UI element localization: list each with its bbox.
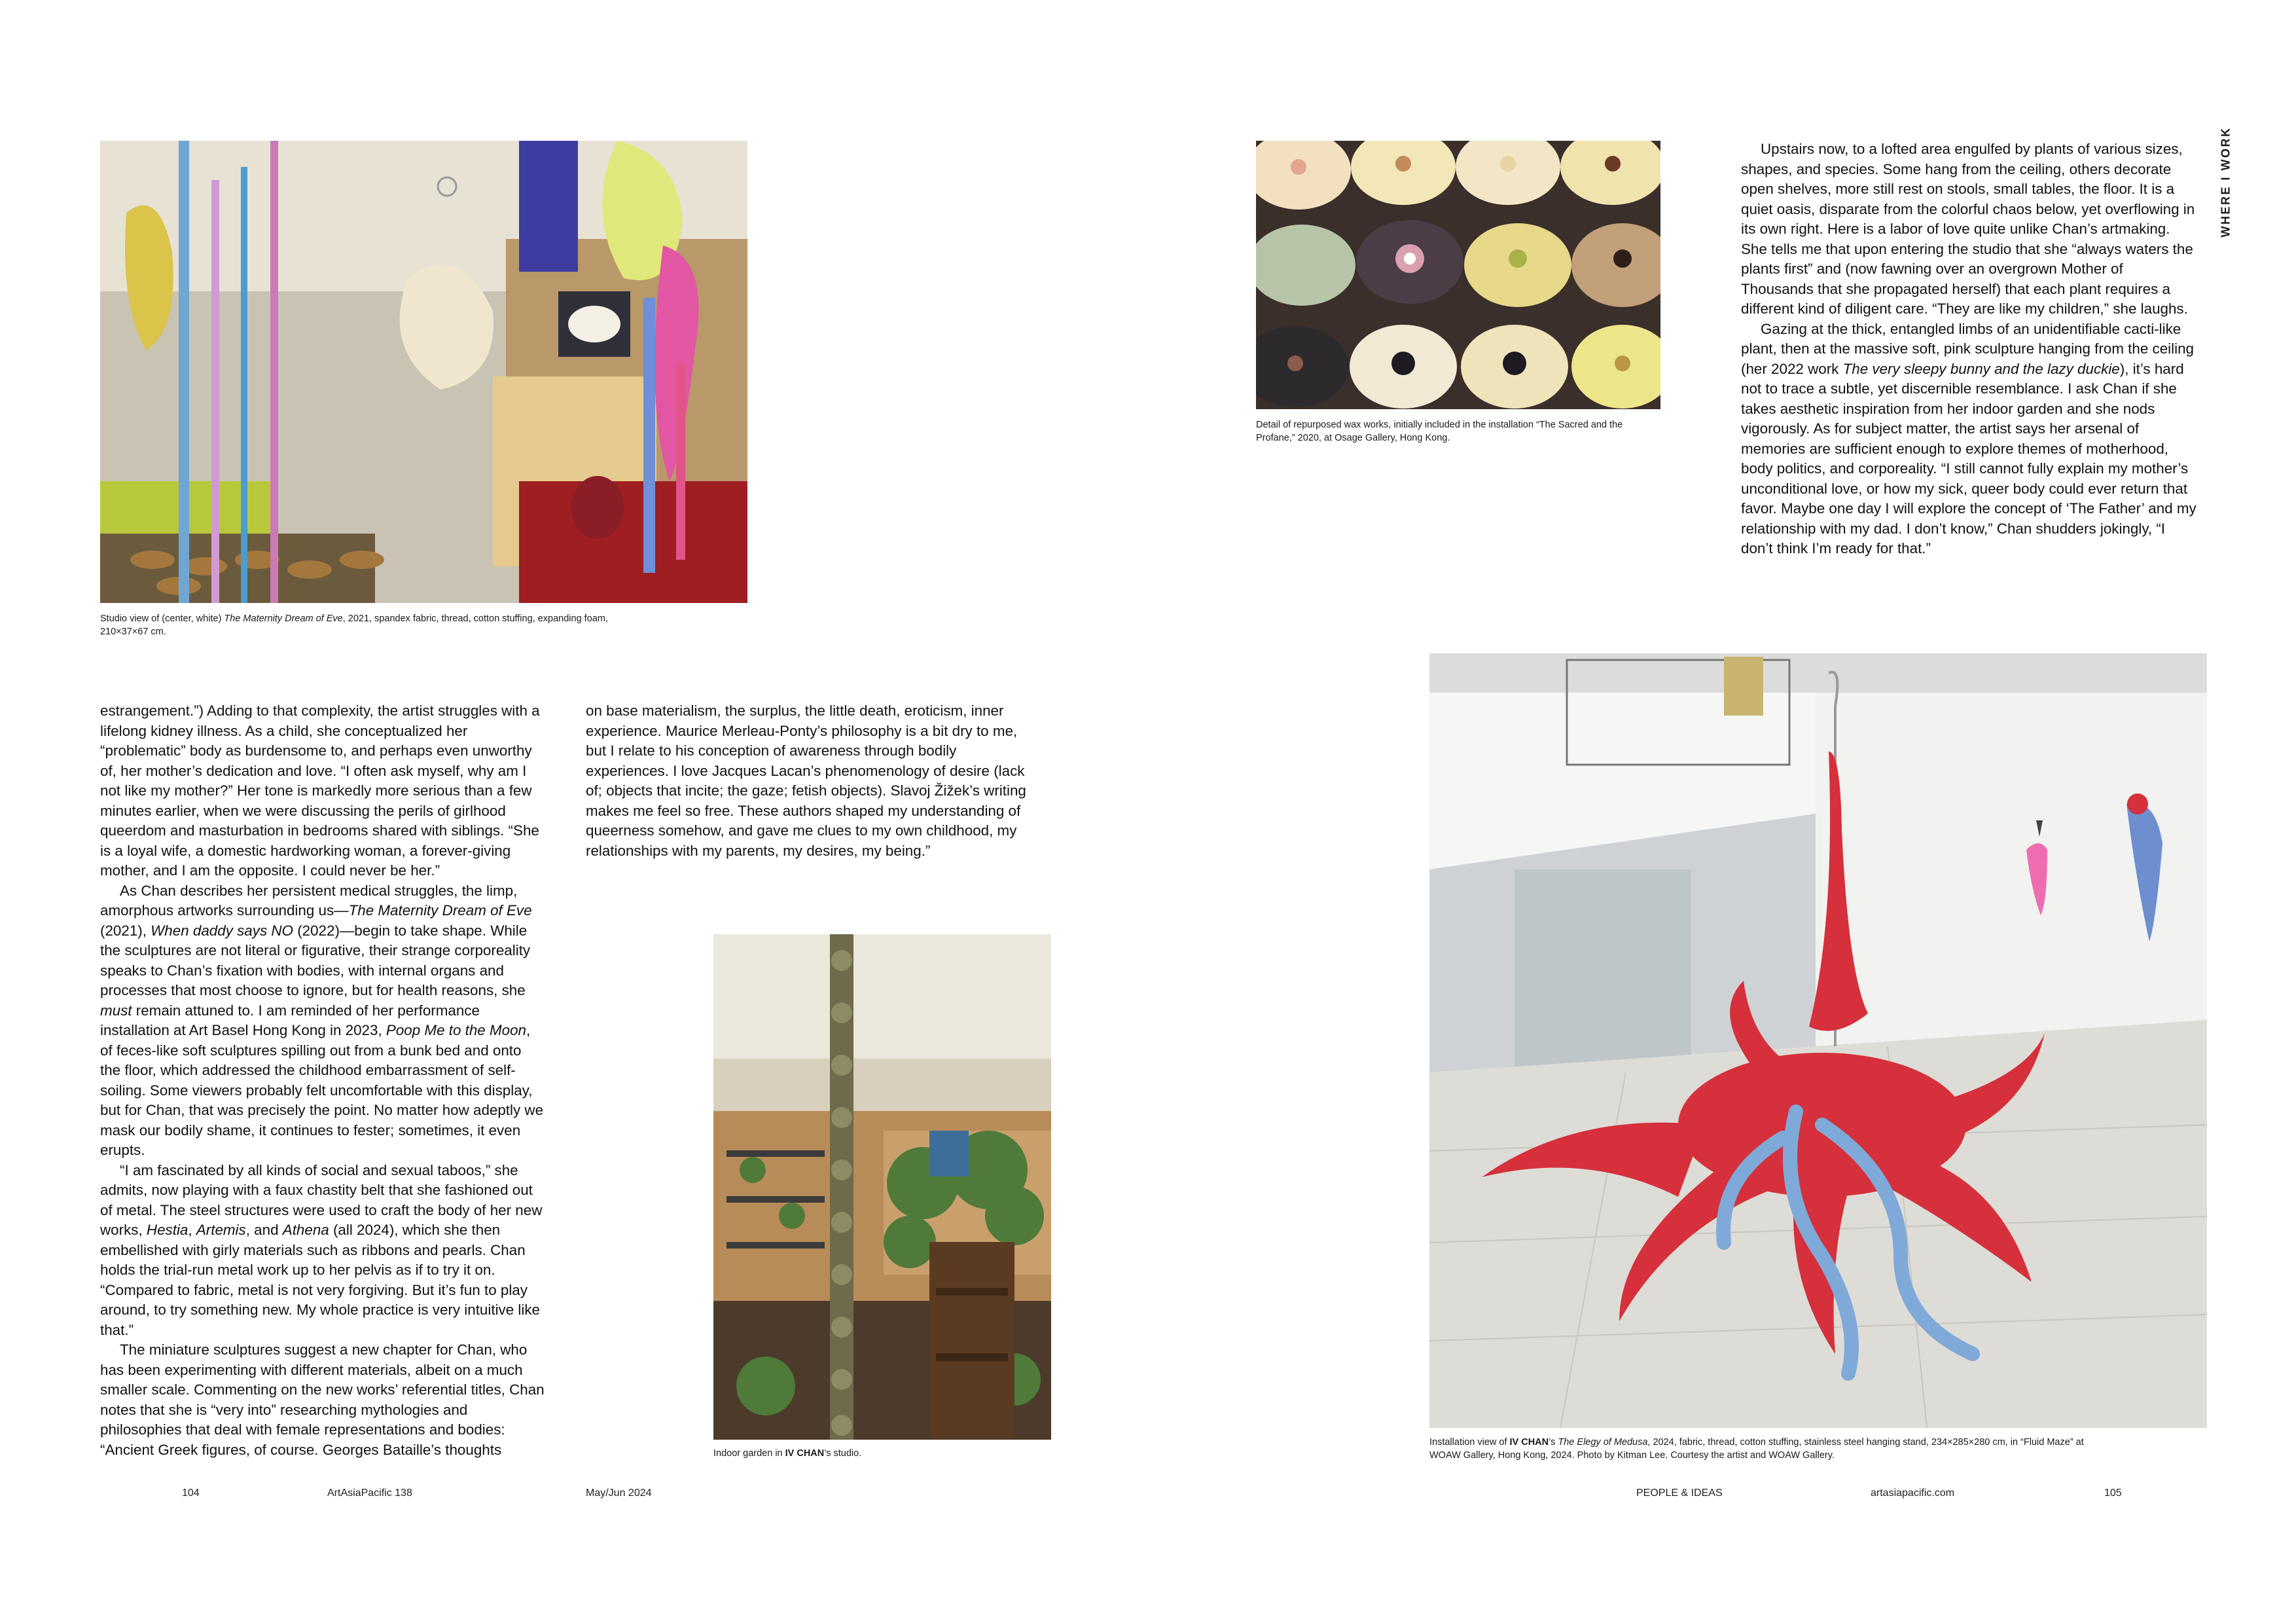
- wax-works-photo: [1256, 141, 1660, 409]
- body-column-2: [586, 701, 1031, 861]
- paragraph: on base materialism, the surplus, the little death, eroticism, inner experience. Maurice Merleau-Ponty’s philosophy is a bit dry to me, but I relate to his conception of awareness through bodily experiences. I love Jacques Lacan’s phenomenology of desire (lack of; objects that incite; the gaze; fetish objects). Slavoj Žižek’s writing makes me feel so free. These authors shaped my understanding of queerness somehow, and gave me clues to my own childhood, my relationships with my parents, my desires, my being.”: [586, 702, 1026, 859]
- studio-photo: [100, 141, 747, 603]
- page-number-right: 105: [2104, 1487, 2122, 1499]
- body-column-3: [1741, 139, 2199, 559]
- paragraph: Upstairs now, to a lofted area engulfed by plants of various sizes, shapes, and species. Some hang from the ceiling, others decorate open shelves, more still rest on stools, small tables, the floor. It is a quiet oasis, disparate from the colorful chaos below, yet overflowing in its own right. Here is a labor of love quite unlike Chan’s artmaking. She tells me that upon entering the studio that she “always waters the plants first” and (now fawning over an overgrown Mother of Thousands that she propagated herself) that each plant requires a different kind of diligent care. “They are like my children,” she laughs.: [1741, 141, 2195, 317]
- studio-photo-caption: Studio view of (center, white) The Maternity Dream of Eve, 2021, spandex fabric, thread, cotton stuffing, expanding foam, 210×37×67 cm.: [100, 613, 608, 637]
- wax-works-caption: Detail of repurposed wax works, initially included in the installation “The Sacred and the Profane,” 2020, at Osage Gallery, Hong Kong.: [1256, 420, 1623, 443]
- paragraph: estrangement.”) Adding to that complexity, the artist struggles with a lifelong kidney illness. As a child, she conceptualized her “problematic” body as burdensome to, and perhaps even unworthy of, her mother’s dedication and love. “I often ask myself, why am I not like my mother?” Her tone is markedly more serious than a few minutes earlier, when we were discussing the perils of girlhood queerdom and masturbation in bedrooms shared with siblings. “She is a loyal wife, a domestic hardworking woman, a forever-giving mother, and I am the opposite. I could never be her.”: [100, 702, 540, 879]
- issue-date: May/Jun 2024: [586, 1487, 652, 1499]
- garden-photo-caption: Indoor garden in IV CHAN’s studio.: [713, 1448, 862, 1459]
- paragraph: Gazing at the thick, entangled limbs of an unidentifiable cacti-like plant, then at the massive soft, pink sculpture hanging from the ceiling (her 2022 work The very sleepy bunny and the lazy duckie), it’s hard not to trace a subtle, yet discernible resemblance. I ask Chan if she takes aesthetic inspiration from her indoor garden and she nods vigorously. As for subject matter, the artist says her arsenal of memories are sufficient enough to explore themes of motherhood, body politics, and corporeality. “I still cannot fully explain my mother’s unconditional love, or how my sick, queer body could ever return that favor. Maybe one day I will explore the concept of ‘The Father’ and my relationship with my dad. I don’t know,” Chan shudders jokingly, “I don’t think I’m ready for that.”: [1741, 320, 2197, 556]
- paragraph: The miniature sculptures suggest a new chapter for Chan, who has been experimenting with different materials, albeit on a much smaller scale. Commenting on the new works’ referential titles, Chan notes that she is “very into” researching mythologies and philosophies that deal with female representations and bodies: “Ancient Greek figures, of course. Georges Bataille’s thoughts: [100, 1341, 545, 1458]
- page-number-left: 104: [182, 1487, 200, 1499]
- website-url: artasiapacific.com: [1871, 1487, 1955, 1499]
- body-column-1: [100, 701, 545, 1460]
- running-head-text: WHERE I WORK: [2219, 126, 2233, 237]
- magazine-issue: ArtAsiaPacific 138: [327, 1487, 412, 1499]
- garden-photo: [713, 934, 1051, 1440]
- section-name: PEOPLE & IDEAS: [1636, 1487, 1723, 1499]
- paragraph: As Chan describes her persistent medical struggles, the limp, amorphous artworks surrounding us—The Maternity Dream of Eve (2021), When daddy says NO (2022)—begin to take shape. While the sculptures are not literal or figurative, their strange corporeality speaks to Chan’s fixation with bodies, with internal organs and processes that most choose to ignore, but for health reasons, she must remain attuned to. I am reminded of her performance installation at Art Basel Hong Kong in 2023, Poop Me to the Moon, of feces-like soft sculptures spilling out from a bunk bed and onto the floor, which addressed the childhood embarrassment of self-soiling. Some viewers probably felt uncomfortable with this display, but for Chan, that was precisely the point. No matter how adeptly we mask our bodily shame, it continues to fester; sometimes, it even erupts.: [100, 882, 544, 1158]
- paragraph: “I am fascinated by all kinds of social and sexual taboos,” she admits, now playing with a faux chastity belt that she fashioned out of metal. The steel structures were used to craft the body of her new works, Hestia, Artemis, and Athena (all 2024), which she then embellished with girly materials such as ribbons and pearls. Chan holds the trial-run metal work up to her pelvis as if to try it on. “Compared to fabric, metal is not very forgiving. But it’s fun to play around, to try something new. My whole practice is very intuitive like that.”: [100, 1161, 543, 1338]
- medusa-caption: Installation view of IV CHAN’s The Elegy of Medusa, 2024, fabric, thread, cotton stuffing, stainless steel hanging stand, 234×285×280 cm, in “Fluid Maze” at WOAW Gallery, Hong Kong, 2024. Photo by Kitman Lee. Courtesy the artist and WOAW Gallery.: [1429, 1437, 2084, 1461]
- running-head: [2213, 115, 2239, 249]
- medusa-installation-photo: [1429, 653, 2207, 1428]
